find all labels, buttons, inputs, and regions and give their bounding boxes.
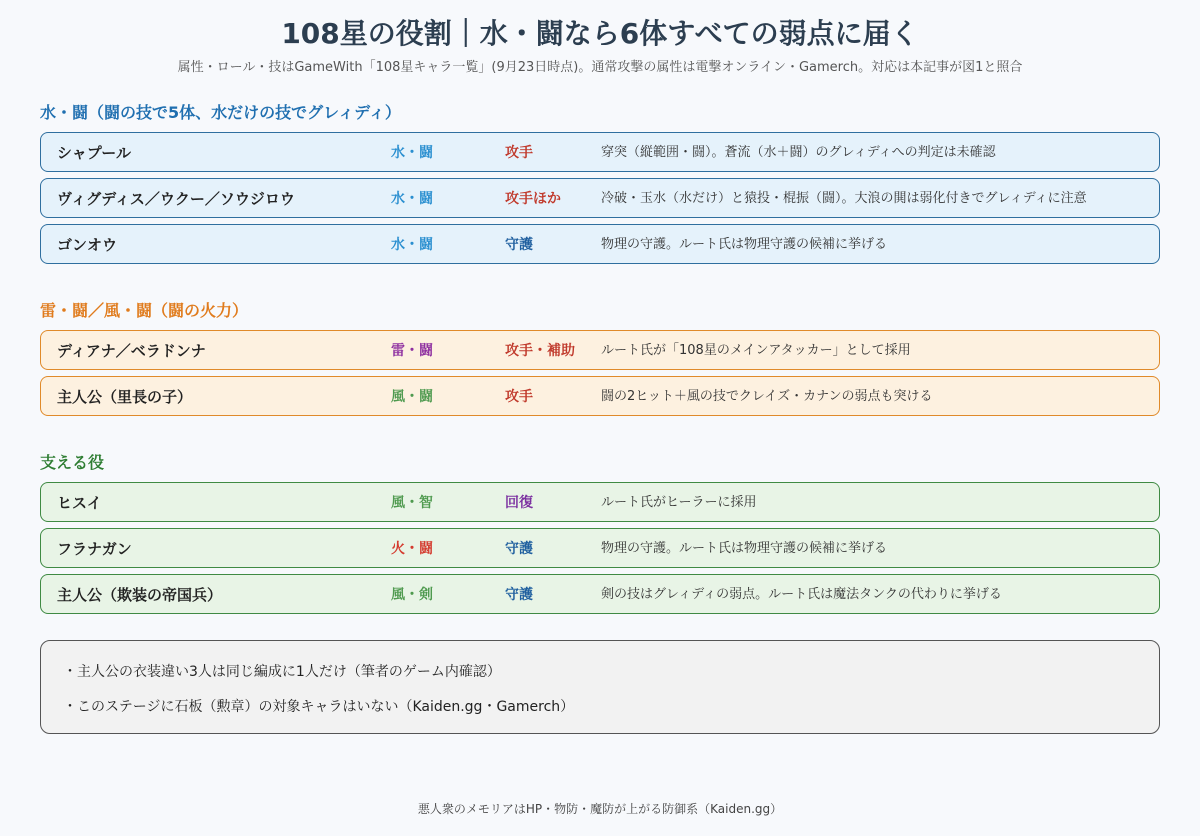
- character-note: 物理の守護。ルート氏は物理守護の候補に挙げる: [601, 541, 888, 556]
- character-row: [40, 376, 1160, 416]
- character-name: ヴィグディス／ウクー／ソウジロウ: [57, 190, 295, 208]
- character-role: 攻手ほか: [505, 191, 561, 207]
- character-attribute: 火・闘: [391, 541, 433, 557]
- character-role: 攻手: [505, 389, 533, 405]
- character-row: [40, 528, 1160, 568]
- character-role: 攻手・補助: [505, 343, 575, 359]
- character-name: 主人公（里長の子）: [57, 388, 193, 406]
- section-heading: 雷・闘／風・闘（闘の火力）: [40, 301, 249, 320]
- footer-note: 悪人衆のメモリアはHP・物防・魔防が上がる防御系（Kaiden.gg）: [417, 802, 783, 816]
- character-row: [40, 178, 1160, 218]
- character-row: [40, 330, 1160, 370]
- character-name: ディアナ／ベラドンナ: [57, 342, 206, 360]
- character-note: 剣の技はグレィディの弱点。ルート氏は魔法タンクの代わりに挙げる: [601, 587, 1002, 602]
- character-name: 主人公（欺装の帝国兵）: [57, 586, 223, 604]
- character-attribute: 雷・闘: [391, 343, 433, 359]
- character-row: [40, 224, 1160, 264]
- character-row: [40, 482, 1160, 522]
- section-heading: 支える役: [40, 453, 105, 472]
- character-attribute: 水・闘: [391, 145, 433, 161]
- character-row: [40, 574, 1160, 614]
- character-name: ゴンオウ: [57, 236, 118, 254]
- character-attribute: 風・剣: [391, 587, 433, 603]
- character-note: ルート氏がヒーラーに採用: [601, 495, 757, 510]
- character-name: フラナガン: [57, 540, 132, 558]
- page-subtitle: 属性・ロール・技はGameWith「108星キャラ一覧」(9月23日時点)。通常攻撃の属性は電撃オンライン・Gamerch。対応は本記事が図1と照合: [177, 60, 1023, 75]
- character-name: シャプール: [57, 144, 131, 162]
- character-row: [40, 132, 1160, 172]
- character-name: ヒスイ: [57, 494, 102, 512]
- note-item: ・このステージに石板（勲章）の対象キャラはいない（Kaiden.gg・Gamerch）: [63, 699, 575, 715]
- note-item: ・主人公の衣装違い3人は同じ編成に1人だけ（筆者のゲーム内確認）: [63, 664, 501, 680]
- character-note: ルート氏が「108星のメインアタッカー」として採用: [601, 343, 911, 358]
- character-attribute: 水・闘: [391, 191, 433, 207]
- character-role: 守護: [505, 587, 533, 603]
- character-attribute: 風・闘: [391, 389, 433, 405]
- section-heading: 水・闘（闘の技で5体、水だけの技でグレィディ）: [40, 103, 401, 122]
- character-note: 冷破・玉水（水だけ）と猿投・棍振（闘）。大浪の閧は弱化付きでグレィディに注意: [601, 191, 1087, 206]
- character-role: 攻手: [505, 145, 533, 161]
- character-role: 守護: [505, 541, 533, 557]
- character-role: 守護: [505, 237, 533, 253]
- character-note: 穿突（縦範囲・闘）。蒼流（水＋闘）のグレィディへの判定は未確認: [601, 145, 996, 160]
- notes-box: [40, 640, 1160, 734]
- character-role: 回復: [505, 495, 533, 511]
- character-attribute: 水・闘: [391, 237, 433, 253]
- character-attribute: 風・智: [391, 495, 433, 511]
- character-note: 闘の2ヒット＋風の技でクレイズ・カナンの弱点も突ける: [601, 389, 933, 404]
- character-note: 物理の守護。ルート氏は物理守護の候補に挙げる: [601, 237, 888, 252]
- page-title: 108星の役割｜水・闘なら6体すべての弱点に届く: [281, 17, 919, 50]
